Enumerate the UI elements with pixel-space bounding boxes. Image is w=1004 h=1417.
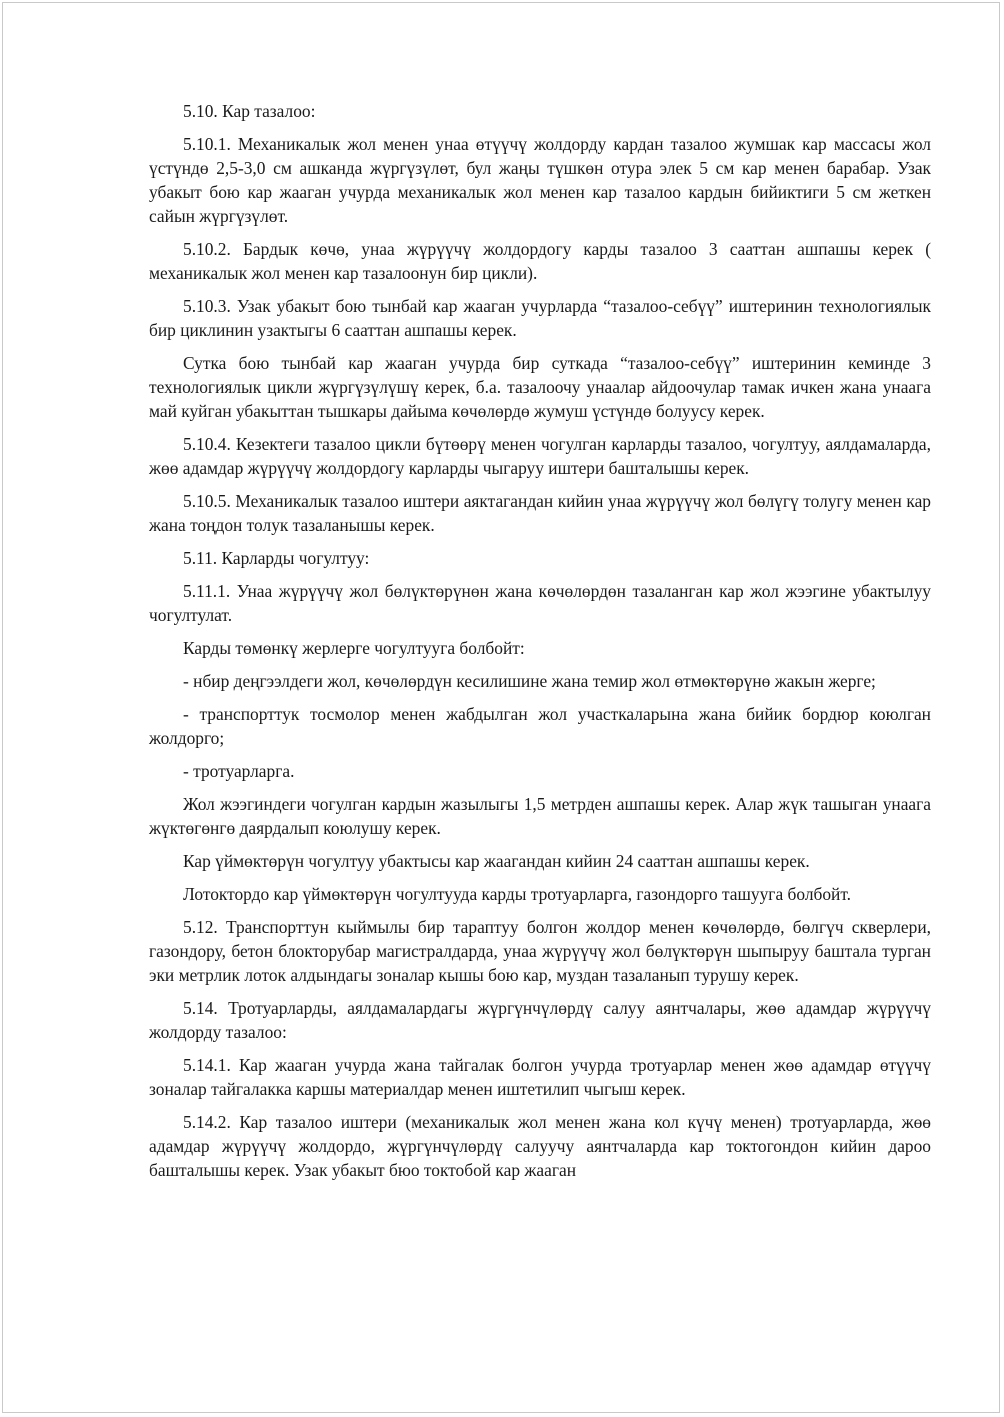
paragraph-prohibited-intro: Карды төмөнкү жерлерге чогултууга болбойт:: [183, 637, 525, 658]
paragraph-5-10-4: 5.10.4. Кезектеги тазалоо цикли бүтөөрү менен чогулган карларды тазалоо, чогултуу, аялдамаларда, жөө адамдар жүрүүчү жолдордогу карларды чыгаруу иштери башталышы керек.: [149, 433, 931, 478]
paragraph-5-14: 5.14. Тротуарларды, аялдамалардагы жүргүнчүлөрдү салуу аянтчалары, жөө адамдар жүрүүчү жолдорду тазалоо:: [149, 998, 931, 1043]
paragraph-5-10-1: 5.10.1. Механикалык жол менен унаа өтүүчү жолдорду кардан тазалоо жумшак кар массасы жол үстүндө 2,5-3,0 см ашканда жүргүзүлөт, бул жаңы түшкөн отура элек 5 см кар менен барабар. Узак убакыт бою кар жааган учурда механикалык жол менен кар тазалоо кардын бийиктиги 5 см жеткен сайын жүргүзүлөт.: [149, 134, 931, 226]
paragraph-trays: Лотоктордо кар үймөктөрүн чогултууда карды тротуарларга, газондорго ташууга болбойт.: [183, 884, 851, 905]
paragraph-5-10-5: 5.10.5. Механикалык тазалоо иштери аяктагандан кийин унаа жүрүүчү жол бөлүгү толугу менен кар жана тоңдон толук тазаланышы керек.: [149, 490, 931, 535]
list-item-sidewalks: - тротуарларга.: [183, 761, 295, 782]
document-page: [2, 2, 1000, 1413]
paragraph-5-10-2: 5.10.2. Бардык көчө, унаа жүрүүчү жолдордогу карды тазалоо 3 сааттан ашпашы керек ( механикалык жол менен кар тазалоонун бир цикли).: [149, 238, 931, 283]
paragraph-daily-cycles: Сутка бою тынбай кар жааган учурда бир суткада “тазалоо-себүү” иштеринин кеминде 3 технологиялык цикли жүргүзүлүшү керек, б.а. тазалоочу унаалар айдоочулар тамак ичкен жана унаага май куйган убакыттан тышкары дайыма көчөлөрдө жумуш үстүндө болуусу керек.: [149, 352, 931, 421]
paragraph-5-10-3: 5.10.3. Узак убакыт бою тынбай кар жааган учурларда “тазалоо-себүү” иштеринин технологиялык бир циклинин узактыгы 6 сааттан ашпашы керек.: [149, 295, 931, 340]
list-item-intersections: - нбир деңгээлдеги жол, көчөлөрдүн кесилишине жана темир жол өтмөктөрүнө жакын жерге;: [183, 671, 876, 691]
paragraph-5-10: 5.10. Кар тазалоо:: [183, 101, 316, 121]
list-item-barriers: - транспорттук тосмолор менен жабдылган жол участкаларына жана бийик бордюр коюлган жолдорго;: [149, 704, 931, 748]
paragraph-5-12: 5.12. Транспорттун кыймылы бир тараптуу болгон жолдор менен көчөлөрдө, бөлгүч скверлери, газондору, бетон блокторубар магистралдарда, унаа жүрүүчү жол бөлүктөрүн шыпыруу баштала турган эки метрлик лоток алдындагы зоналар кышы бою кар, муздан тазаланып турушу керек.: [149, 917, 931, 986]
paragraph-5-14-2: 5.14.2. Кар тазалоо иштери (механикалык жол менен жана кол күчү менен) тротуарларда, жөө адамдар жүрүүчү жолдордо, жүргүнчүлөрдү салуучу аянтчаларда кар токтогондон кийин дароо башталышы керек. Узак убакыт бюо токтобой кар жааган: [149, 1112, 931, 1181]
paragraph-snow-width: Жол жээгиндеги чогулган кардын жазылыгы 1,5 метрден ашпашы керек. Алар жүк ташыган унаага жүктөгөнгө даярдалып коюлушу керек.: [149, 794, 931, 839]
paragraph-5-11-1: 5.11.1. Унаа жүрүүчү жол бөлүктөрүнөн жана көчөлөрдөн тазаланган кар жол жээгине убактылуу чогултулат.: [149, 580, 931, 625]
document-body: [149, 100, 931, 1192]
paragraph-5-11: 5.11. Карларды чогултуу:: [183, 547, 370, 568]
paragraph-snow-pile-time: Кар үймөктөрүн чогултуу убактысы кар жаагандан кийин 24 сааттан ашпашы керек.: [183, 851, 810, 872]
paragraph-5-14-1: 5.14.1. Кар жааган учурда жана тайгалак болгон учурда тротуарлар менен жөө адамдар өтүүчү зоналар тайгалакка каршы материалдар менен иштетилип чыгыш керек.: [149, 1055, 931, 1100]
